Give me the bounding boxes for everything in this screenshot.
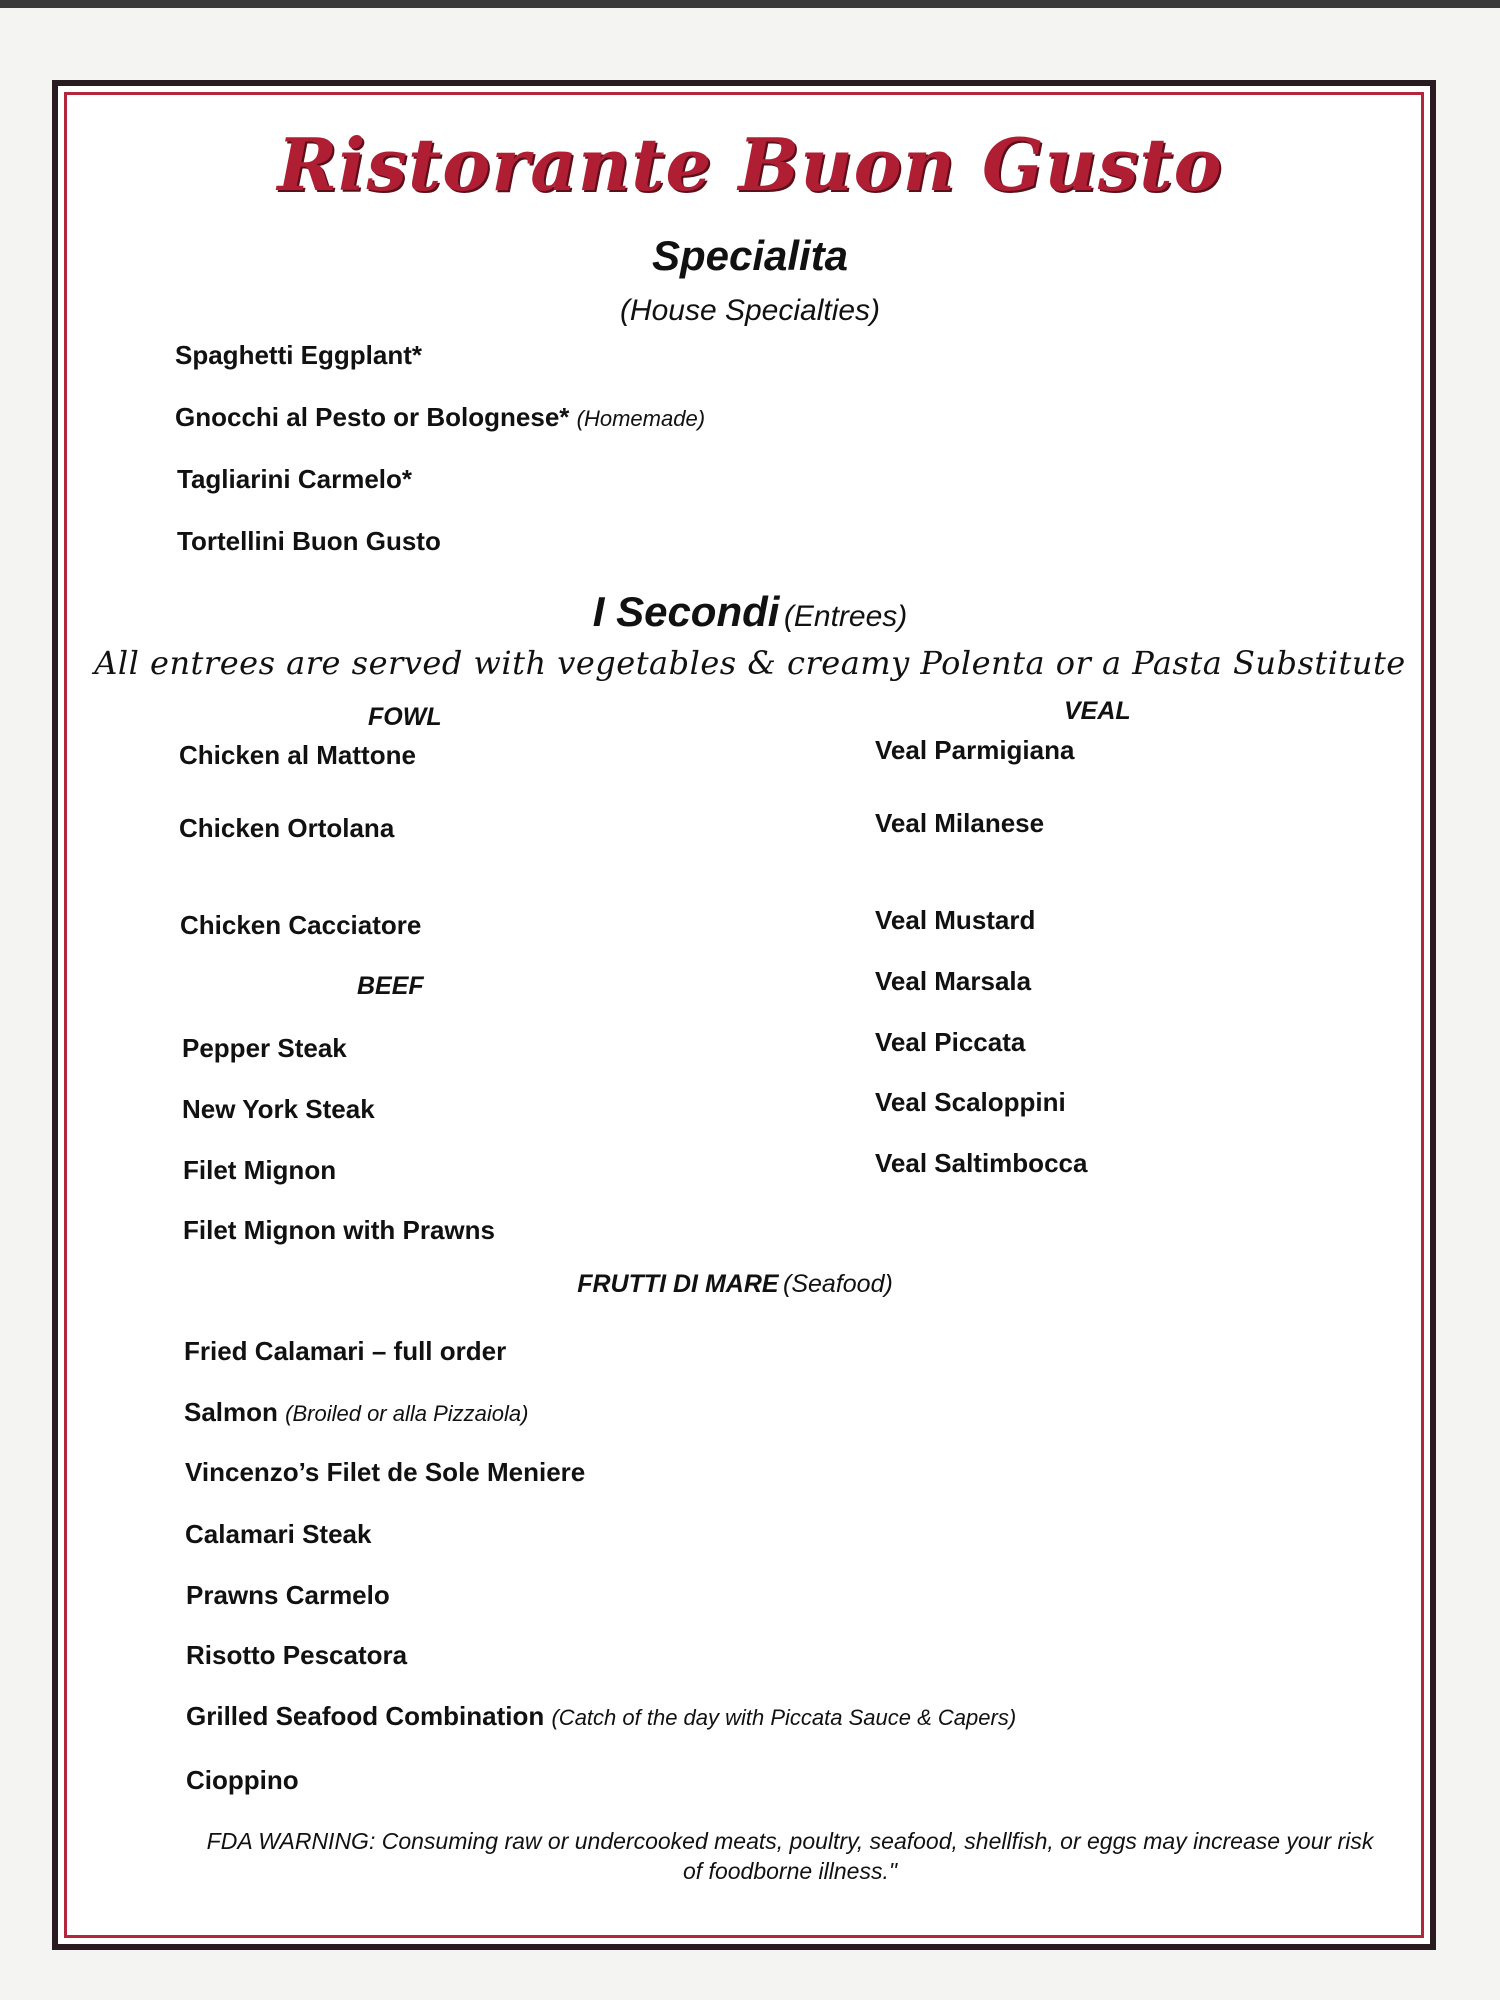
seafood-item — [186, 1640, 407, 1671]
specialita-subtitle: (House Specialties) — [619, 294, 881, 327]
seafood-item — [186, 1580, 390, 1611]
item-note: (Broiled or alla Pizzaiola) — [285, 1401, 529, 1426]
fowl-item: Chicken al Mattone — [179, 740, 416, 770]
fowl-item: Chicken Ortolana — [179, 813, 395, 843]
fowl-heading: FOWL — [368, 703, 442, 731]
seafood-subheading: (Seafood) — [783, 1270, 893, 1298]
fda-warning — [140, 1826, 1440, 1886]
beef-item: Filet Mignon — [183, 1155, 337, 1185]
seafood-item — [186, 1701, 1016, 1732]
secondi-subtitle: (Entrees) — [783, 600, 908, 633]
item-name: Spaghetti Eggplant* — [175, 340, 422, 370]
restaurant-name: Ristorante Buon Gusto — [277, 122, 1223, 207]
item-name: Cioppino — [186, 1765, 299, 1795]
seafood-item — [186, 1765, 299, 1796]
beef-heading: BEEF — [357, 972, 424, 1000]
veal-item: Veal Saltimbocca — [875, 1148, 1088, 1178]
veal-item: Veal Milanese — [875, 808, 1045, 838]
seafood-item — [184, 1336, 506, 1367]
secondi-tagline: All entrees are served with vegetables & creamy Polenta or a Pasta Substitute — [94, 644, 1406, 682]
veal-item: Veal Scaloppini — [875, 1087, 1066, 1117]
seafood-item — [185, 1519, 371, 1550]
seafood-header — [0, 1270, 1470, 1299]
item-name: Tortellini Buon Gusto — [177, 526, 441, 556]
fowl-item: Chicken Cacciatore — [180, 910, 422, 940]
secondi-header — [0, 588, 1500, 636]
veal-heading: VEAL — [1064, 697, 1131, 725]
seafood-item — [184, 1397, 528, 1428]
veal-item: Veal Piccata — [875, 1027, 1026, 1057]
seafood-item — [185, 1457, 585, 1488]
item-name: Tagliarini Carmelo* — [177, 464, 413, 494]
specialita-item — [175, 402, 705, 433]
item-name: Salmon — [184, 1397, 278, 1427]
veal-item: Veal Parmigiana — [875, 735, 1075, 765]
seafood-heading: FRUTTI DI MARE — [577, 1270, 779, 1298]
fda-warning-line-1: FDA WARNING: Consuming raw or undercooked meats, poultry, seafood, shellfish, or eggs may increase your risk — [206, 1828, 1374, 1854]
item-note: (Catch of the day with Piccata Sauce & Capers) — [551, 1705, 1017, 1730]
item-name: Vincenzo’s Filet de Sole Meniere — [185, 1457, 586, 1487]
beef-item: Filet Mignon with Prawns — [183, 1215, 495, 1245]
specialita-title: Specialita — [651, 232, 849, 279]
specialita-item — [175, 340, 422, 371]
veal-item: Veal Mustard — [875, 905, 1036, 935]
veal-item: Veal Marsala — [875, 966, 1032, 996]
item-name: Calamari Steak — [185, 1519, 372, 1549]
item-name: Gnocchi al Pesto or Bolognese* — [175, 402, 570, 432]
beef-item: Pepper Steak — [182, 1033, 347, 1063]
item-name: Fried Calamari – full order — [184, 1336, 507, 1366]
photo-edge — [0, 0, 1500, 8]
item-name: Grilled Seafood Combination — [186, 1701, 545, 1731]
item-note: (Homemade) — [576, 406, 706, 431]
secondi-title: I Secondi — [592, 588, 780, 635]
specialita-item — [177, 464, 412, 495]
specialita-item — [177, 526, 441, 557]
item-name: Risotto Pescatora — [186, 1640, 408, 1670]
item-name: Prawns Carmelo — [186, 1580, 390, 1610]
fda-warning-line-2: of foodborne illness." — [682, 1858, 898, 1884]
beef-item: New York Steak — [182, 1094, 375, 1124]
